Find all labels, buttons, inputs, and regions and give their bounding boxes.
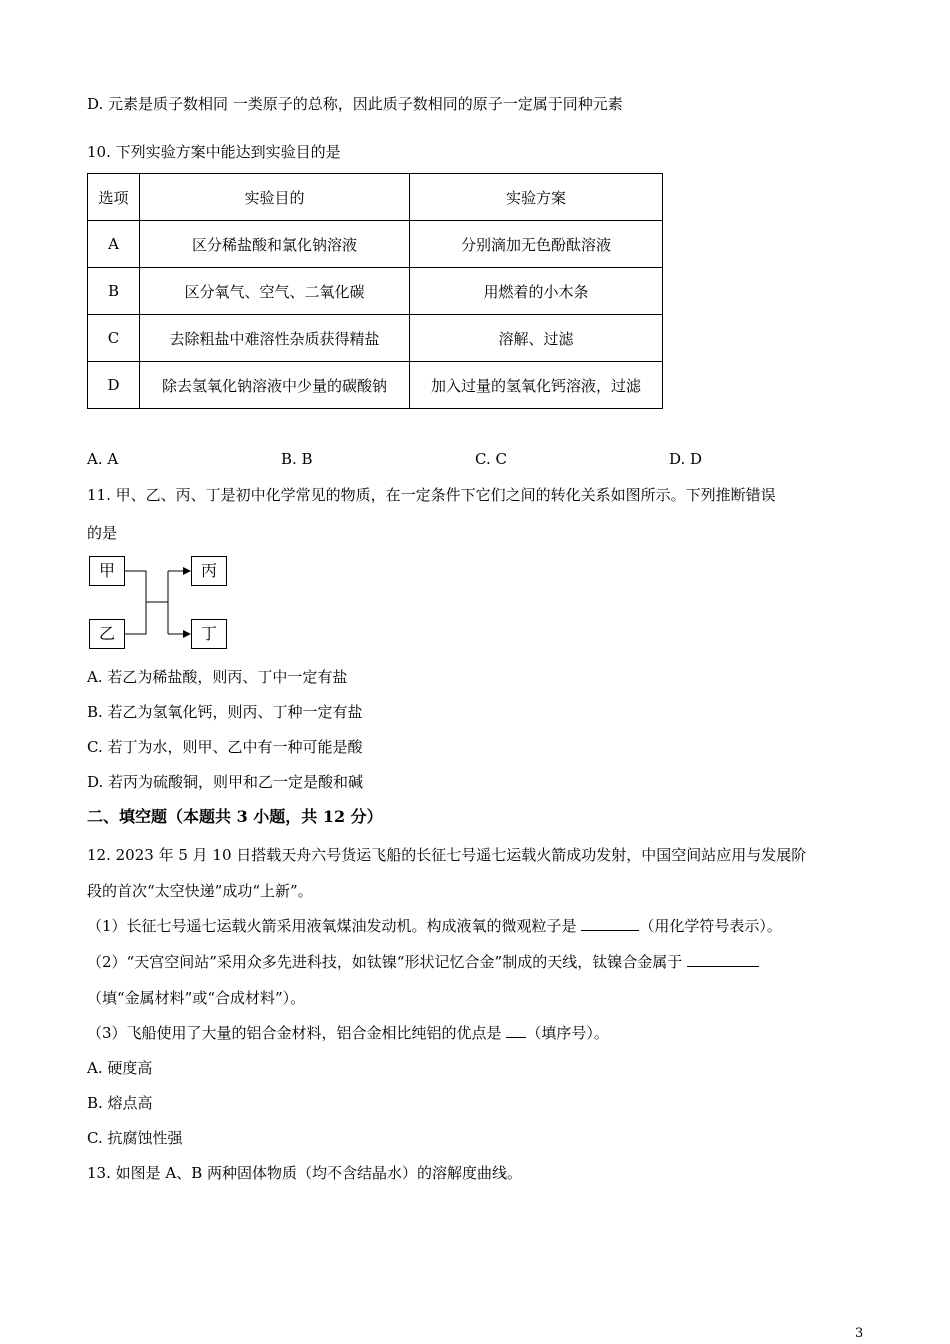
q10-option-d: D. D	[669, 450, 703, 468]
q12-stem-line2: 段的首次“太空快递”成功“上新”。	[87, 882, 313, 900]
table-header: 选项	[88, 174, 140, 221]
q12-part2-line2: （填“金属材料”或“合成材料”）。	[87, 989, 306, 1007]
q10-stem: 10. 下列实验方案中能达到实验目的是	[87, 143, 341, 161]
table-cell: A	[88, 221, 140, 268]
q10-option-c: C. C	[475, 450, 507, 468]
box-yi: 乙	[89, 619, 125, 649]
answer-blank[interactable]	[687, 952, 759, 967]
table-cell: 分别滴加无色酚酞溶液	[410, 221, 663, 268]
q11-stem-line1: 11. 甲、乙、丙、丁是初中化学常见的物质，在一定条件下它们之间的转化关系如图所示。下列推断错误	[87, 486, 776, 504]
table-cell: 去除粗盐中难溶性杂质获得精盐	[140, 315, 410, 362]
box-ding: 丁	[191, 619, 227, 649]
q12-part3-suffix: （填序号）。	[526, 1024, 609, 1042]
q12-option-c: C. 抗腐蚀性强	[87, 1129, 183, 1147]
q12-stem-line1: 12. 2023 年 5 月 10 日搭载天舟六号货运飞船的长征七号遥七运载火箭成功发射，中国空间站应用与发展阶	[87, 846, 807, 864]
q11-option-a: A. 若乙为稀盐酸，则丙、丁中一定有盐	[87, 668, 348, 686]
table-cell: 除去氢氧化钠溶液中少量的碳酸钠	[140, 362, 410, 409]
q11-option-c: C. 若丁为水，则甲、乙中有一种可能是酸	[87, 738, 363, 756]
q12-part2	[87, 952, 759, 972]
connector-left	[124, 571, 146, 634]
q12-option-a: A. 硬度高	[87, 1059, 153, 1077]
table-cell: D	[88, 362, 140, 409]
q11-stem-line2: 的是	[87, 524, 118, 542]
q10-option-a: A. A	[87, 450, 119, 468]
box-bing: 丙	[191, 556, 227, 586]
table-cell: B	[88, 268, 140, 315]
answer-blank[interactable]	[581, 916, 639, 931]
q12-option-b: B. 熔点高	[87, 1094, 153, 1112]
table-cell: C	[88, 315, 140, 362]
q12-part3	[87, 1023, 609, 1043]
table-cell: 用燃着的小木条	[410, 268, 663, 315]
q11-option-b: B. 若乙为氢氧化钙，则丙、丁种一定有盐	[87, 703, 363, 721]
page-number: 3	[855, 1326, 864, 1341]
section-title: 二、填空题（本题共 3 小题，共 12 分）	[87, 807, 383, 826]
box-jia: 甲	[89, 556, 125, 586]
q9-option-d: D. 元素是质子数相同 一类原子的总称，因此质子数相同的原子一定属于同种元素	[87, 95, 623, 113]
table-cell: 溶解、过滤	[410, 315, 663, 362]
q11-option-d: D. 若丙为硫酸铜，则甲和乙一定是酸和碱	[87, 773, 364, 791]
q12-part2-text: （2）“天宫空间站”采用众多先进科技，如钛镍“形状记忆合金”制成的天线，钛镍合金属于	[87, 953, 687, 971]
table-cell: 加入过量的氢氧化钙溶液，过滤	[410, 362, 663, 409]
q12-part1-suffix: （用化学符号表示）。	[639, 917, 782, 935]
q12-part1	[87, 916, 782, 936]
answer-blank[interactable]	[506, 1023, 526, 1038]
q12-part3-text: （3）飞船使用了大量的铝合金材料，铝合金相比纯铝的优点是	[87, 1024, 507, 1042]
q13-stem: 13. 如图是 A、B 两种固体物质（均不含结晶水）的溶解度曲线。	[87, 1164, 523, 1182]
table-cell: 区分氧气、空气、二氧化碳	[140, 268, 410, 315]
table-header: 实验目的	[140, 174, 410, 221]
q12-part1-text: （1）长征七号遥七运载火箭采用液氧煤油发动机。构成液氧的微观粒子是	[87, 917, 582, 935]
q10-option-b: B. B	[281, 450, 313, 468]
table-cell: 区分稀盐酸和氯化钠溶液	[140, 221, 410, 268]
table-header: 实验方案	[410, 174, 663, 221]
